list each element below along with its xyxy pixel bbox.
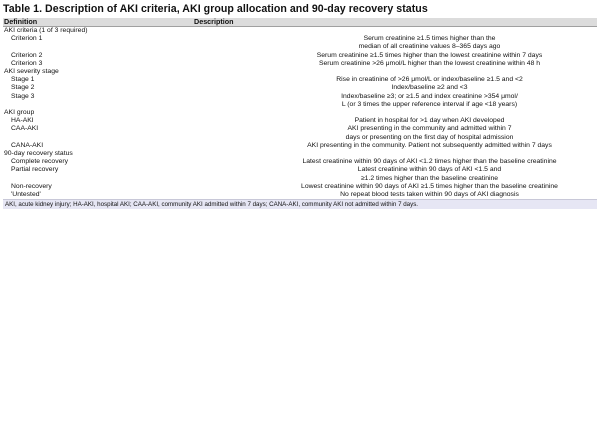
table-row — [3, 125, 597, 141]
description-cell — [193, 191, 597, 200]
table-row — [3, 117, 597, 125]
description-line: days or presenting on the first day of hospital admission — [345, 133, 514, 141]
table-container — [3, 2, 597, 209]
description-line: median of all creatinine values 8–365 days ago — [358, 43, 501, 51]
description-line: Latest creatinine within 90 days of AKI <1.2 times higher than the baseline creatinine — [302, 158, 557, 166]
definition-cell: CANA-AKI — [11, 141, 44, 149]
section-label: AKI severity stage — [4, 68, 59, 76]
description-line: Serum creatinine >26 μmol/L higher than the lowest creatinine within 48 h — [318, 59, 541, 67]
table-row — [3, 93, 597, 109]
description-line: Lowest creatinine within 90 days of AKI ≥1.5 times higher than the baseline creatinine — [301, 182, 558, 190]
definition-cell: Criterion 3 — [11, 59, 43, 67]
aki-table — [3, 18, 597, 209]
description-header: Description — [193, 18, 597, 27]
description-line: Index/baseline ≥2 and <3 — [391, 84, 468, 92]
description-cell — [193, 27, 597, 36]
definition-cell: Complete recovery — [11, 158, 69, 166]
definition-cell: CAA-AKI — [11, 125, 39, 133]
description-line: Serum creatinine ≥1.5 times higher than the — [363, 35, 496, 43]
section-label: AKI criteria (1 of 3 required) — [4, 27, 88, 34]
definition-cell: Stage 1 — [11, 76, 35, 84]
definition-cell: HA-AKI — [11, 117, 34, 125]
description-line: Latest creatinine within 90 days of AKI <1.5 and — [357, 166, 502, 174]
description-line: Index/baseline ≥3; or ≥1.5 and index creatinine >354 μmol/ — [341, 92, 518, 100]
description-cell — [193, 93, 597, 109]
description-cell — [193, 142, 597, 150]
section-row — [3, 109, 597, 117]
description-line: ≥1.2 times higher than the baseline creatinine — [360, 174, 499, 182]
table-row — [3, 191, 597, 200]
definition-cell: Criterion 2 — [11, 51, 43, 59]
table-row — [3, 84, 597, 92]
definition-cell: 'Untested' — [11, 191, 41, 199]
section-row — [3, 150, 597, 158]
description-cell — [193, 60, 597, 68]
description-line: Serum creatinine ≥1.5 times higher than the lowest creatinine within 7 days — [316, 51, 543, 59]
description-cell — [193, 35, 597, 51]
description-line: Patient in hospital for >1 day when AKI developed — [354, 117, 505, 125]
table-row — [3, 60, 597, 68]
section-label: AKI group — [4, 109, 35, 117]
table-row — [3, 35, 597, 51]
definition-header: Definition — [3, 18, 193, 27]
description-line: AKI presenting in the community. Patient not subsequently admitted within 7 days — [307, 141, 552, 149]
table-title: Table 1. Description of AKI criteria, AKI group allocation and 90-day recovery status — [3, 3, 428, 15]
description-line: No repeat blood tests taken within 90 days of AKI diagnosis — [340, 191, 519, 199]
description-cell — [193, 109, 597, 117]
description-cell — [193, 150, 597, 158]
description-line: Rise in creatinine of >26 μmol/L or index/baseline ≥1.5 and <2 — [336, 76, 523, 84]
description-cell — [193, 166, 597, 182]
table-footnote: AKI, acute kidney injury; HA-AKI, hospital AKI; CAA-AKI, community AKI admitted within 7 days; CANA-AKI, community AKI not admitted within 7 days. — [3, 200, 597, 210]
description-cell — [193, 52, 597, 60]
definition-cell: Criterion 1 — [11, 35, 43, 43]
table-row — [3, 52, 597, 60]
definition-cell: Stage 3 — [11, 92, 35, 100]
footnote-row — [3, 200, 597, 210]
description-line: AKI presenting in the community and admitted within 7 — [347, 125, 512, 133]
section-row — [3, 27, 597, 36]
description-cell — [193, 76, 597, 84]
table-row — [3, 158, 597, 166]
table-row — [3, 166, 597, 182]
header-row — [3, 18, 597, 27]
description-line: L (or 3 times the upper reference interval if age <18 years) — [341, 100, 518, 108]
section-label: 90-day recovery status — [4, 150, 73, 158]
table-row — [3, 142, 597, 150]
definition-cell: Partial recovery — [11, 166, 59, 174]
table-row — [3, 76, 597, 84]
description-cell — [193, 158, 597, 166]
description-cell — [193, 68, 597, 76]
description-cell — [193, 125, 597, 141]
description-cell — [193, 117, 597, 125]
description-cell — [193, 84, 597, 92]
definition-cell: Stage 2 — [11, 84, 35, 92]
section-row — [3, 68, 597, 76]
table-row — [3, 183, 597, 191]
definition-cell: Non-recovery — [11, 182, 52, 190]
description-cell — [193, 183, 597, 191]
table-body — [3, 27, 597, 200]
